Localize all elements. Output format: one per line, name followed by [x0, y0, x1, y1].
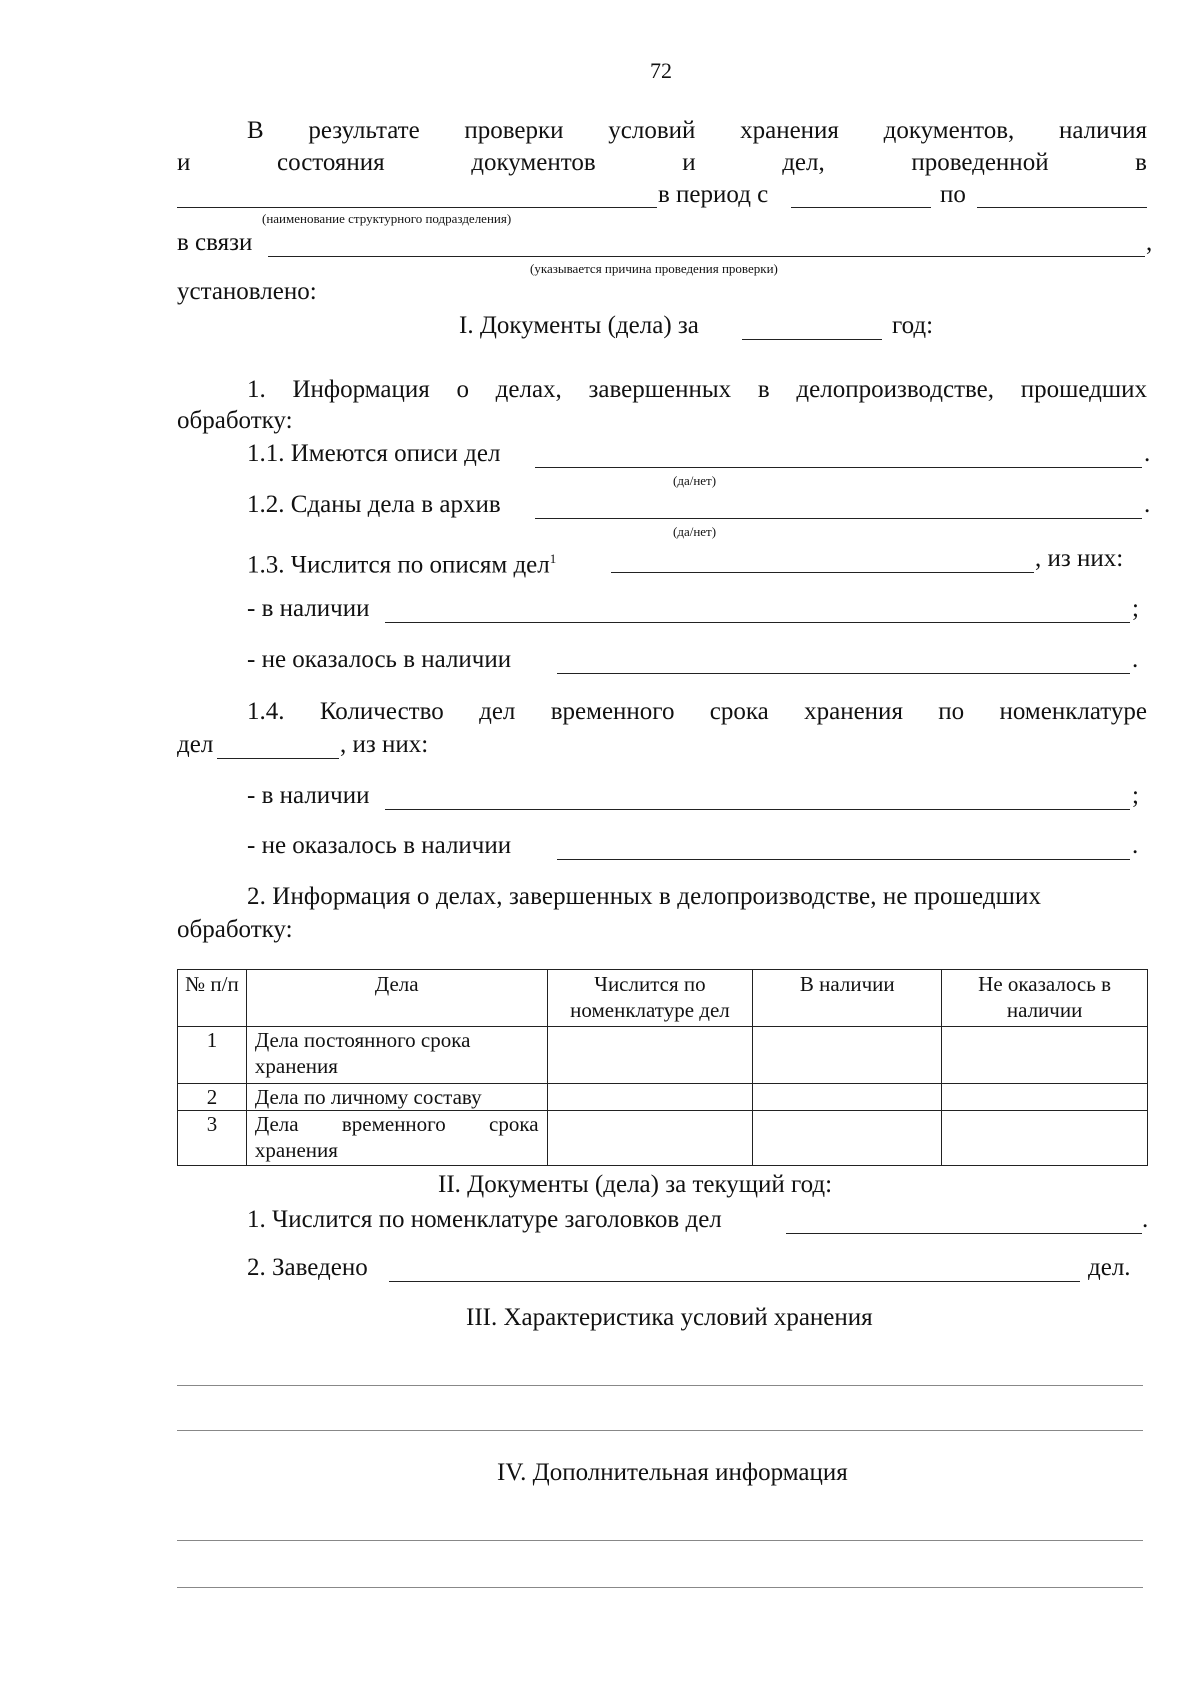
absent-1-blank — [557, 673, 1130, 674]
item-1-2-hint: (да/нет) — [673, 524, 717, 539]
item-1-1-blank — [535, 467, 1142, 468]
item-1-4-line-1 — [247, 697, 1147, 727]
table-row — [178, 1027, 1148, 1084]
item-1-4-word: временного — [550, 698, 675, 725]
intro-line-2-word: и — [682, 149, 696, 176]
section-1-p1-word: в — [757, 376, 770, 403]
header-cases: Дела — [246, 970, 547, 1027]
row-counted-cell — [547, 1084, 753, 1111]
section-3-line-2 — [177, 1430, 1143, 1431]
section-4-line-1 — [177, 1540, 1143, 1541]
section-1-p1-word: Информация — [292, 376, 430, 403]
item-1-4-word: дел — [479, 698, 516, 725]
section-2-item-1-label: 1. Числится по номенклатуре заголовков дел — [247, 1206, 722, 1233]
item-1-4-line-2-pre: дел — [177, 731, 214, 758]
section-1-p1-word: завершенных — [588, 376, 732, 403]
item-1-4-word: по — [938, 698, 965, 725]
period-label: в период с — [658, 181, 769, 208]
row-present-cell — [753, 1027, 942, 1084]
intro-line-2-word: дел, — [782, 149, 825, 176]
row-counted-cell — [547, 1111, 753, 1166]
row-num: 1 — [178, 1027, 247, 1084]
present-2-end: ; — [1132, 782, 1139, 809]
section-4-title: IV. Дополнительная информация — [497, 1459, 848, 1486]
absent-2-end: . — [1132, 832, 1139, 859]
intro-line-2-word: и — [177, 149, 191, 176]
row-absent-cell — [942, 1027, 1148, 1084]
present-1-blank — [385, 622, 1130, 623]
row-case-name: Дела по личному составу — [246, 1084, 547, 1111]
item-1-4-word: хранения — [804, 698, 903, 725]
section-4-line-2 — [177, 1587, 1143, 1588]
section-1-p1-word: о — [456, 376, 469, 403]
unprocessed-cases-table — [177, 969, 1148, 1166]
intro-line-2-word: в — [1135, 149, 1147, 176]
section-1-p1-word: делопроизводстве, — [796, 376, 995, 403]
section-1-year-blank — [742, 339, 882, 340]
item-1-4-word: срока — [709, 698, 769, 725]
section-1-p2-line-2: обработку: — [177, 916, 293, 943]
period-to-label: по — [940, 181, 966, 208]
footnote-1-mark: 1 — [549, 551, 557, 566]
intro-line-1-word: В — [247, 117, 264, 144]
section-3-line-1 — [177, 1385, 1143, 1386]
section-1-title-pre: I. Документы (дела) за — [459, 312, 699, 339]
item-1-4-word: номенклатуре — [999, 698, 1147, 725]
reason-label: в связи — [177, 229, 253, 256]
section-1-p1-word: делах, — [495, 376, 562, 403]
section-2-item-1-end: . — [1142, 1206, 1149, 1233]
header-num: № п/п — [178, 970, 247, 1027]
item-1-4-line-2-post: , из них: — [340, 731, 429, 758]
table-row — [178, 1111, 1148, 1166]
period-from-blank — [791, 207, 931, 208]
section-2-title: II. Документы (дела) за текущий год: — [438, 1171, 833, 1198]
section-1-p1-line-2: обработку: — [177, 407, 293, 434]
row-absent-cell — [942, 1084, 1148, 1111]
intro-line-1-word: результате — [308, 117, 420, 144]
item-1-3-blank — [611, 572, 1034, 573]
present-2-blank — [385, 809, 1130, 810]
intro-line-2 — [177, 148, 1147, 178]
item-1-3-text: 1.3. Числится по описям дел — [247, 551, 550, 579]
item-1-3-label — [247, 544, 556, 580]
item-1-2-label: 1.2. Сданы дела в архив — [247, 491, 501, 518]
present-1-end: ; — [1132, 595, 1139, 622]
item-1-2-blank — [535, 518, 1142, 519]
intro-line-1-word: условий — [608, 117, 696, 144]
row-num: 2 — [178, 1084, 247, 1111]
item-1-1-end: . — [1144, 440, 1151, 467]
intro-line-2-word: состояния — [276, 149, 385, 176]
section-1-p1-word: прошедших — [1020, 376, 1147, 403]
section-2-item-2-blank — [389, 1281, 1080, 1282]
absent-1-end: . — [1132, 646, 1139, 673]
period-to-blank — [977, 207, 1147, 208]
row-case-name: Дела временного срока хранения — [246, 1111, 547, 1166]
absent-2-blank — [557, 859, 1130, 860]
absent-2-label: - не оказалось в наличии — [247, 832, 512, 859]
section-3-title: III. Характеристика условий хранения — [466, 1304, 873, 1331]
header-counted: Числится по номенклатуре дел — [547, 970, 753, 1027]
table-header-row — [178, 970, 1148, 1027]
intro-line-1 — [247, 116, 1147, 146]
row-present-cell — [753, 1111, 942, 1166]
intro-line-2-word: документов — [471, 149, 596, 176]
header-present: В наличии — [753, 970, 942, 1027]
item-1-1-hint: (да/нет) — [673, 473, 717, 488]
intro-line-2-word: проведенной — [911, 149, 1049, 176]
intro-line-1-word: документов, — [883, 117, 1015, 144]
item-1-4-word: 1.4. — [247, 698, 285, 725]
page-number: 72 — [650, 58, 672, 83]
reason-end: , — [1146, 229, 1153, 256]
section-2-item-2-label: 2. Заведено — [247, 1254, 368, 1281]
item-1-4-word: Количество — [319, 698, 444, 725]
row-counted-cell — [547, 1027, 753, 1084]
row-case-name: Дела постоянного срока хранения — [246, 1027, 547, 1084]
section-1-p2-line-1: 2. Информация о делах, завершенных в делопроизводстве, не прошедших — [247, 883, 1042, 910]
established-label: установлено: — [177, 278, 317, 305]
absent-1-label: - не оказалось в наличии — [247, 646, 512, 673]
item-1-3-end: , из них: — [1035, 545, 1124, 572]
row-present-cell — [753, 1084, 942, 1111]
section-1-p1-line-1 — [247, 375, 1147, 405]
reason-blank — [268, 256, 1145, 257]
table-row — [178, 1084, 1148, 1111]
section-1-p1-word: 1. — [247, 376, 266, 403]
unit-name-hint: (наименование структурного подразделения) — [262, 211, 512, 226]
intro-line-1-word: хранения — [740, 117, 839, 144]
item-1-4-count-blank — [217, 758, 339, 759]
item-1-1-label: 1.1. Имеются описи дел — [247, 440, 501, 467]
reason-hint: (указывается причина проведения проверки) — [530, 261, 778, 276]
section-1-title-post: год: — [892, 312, 934, 339]
intro-line-1-word: проверки — [464, 117, 564, 144]
section-2-item-2-end: дел. — [1088, 1254, 1131, 1281]
unit-name-blank — [177, 207, 657, 208]
header-absent: Не оказалось в наличии — [942, 970, 1148, 1027]
present-1-label: - в наличии — [247, 595, 370, 622]
row-num: 3 — [178, 1111, 247, 1166]
row-absent-cell — [942, 1111, 1148, 1166]
section-2-item-1-blank — [786, 1233, 1142, 1234]
item-1-2-end: . — [1144, 491, 1151, 518]
present-2-label: - в наличии — [247, 782, 370, 809]
intro-line-1-word: наличия — [1058, 117, 1147, 144]
